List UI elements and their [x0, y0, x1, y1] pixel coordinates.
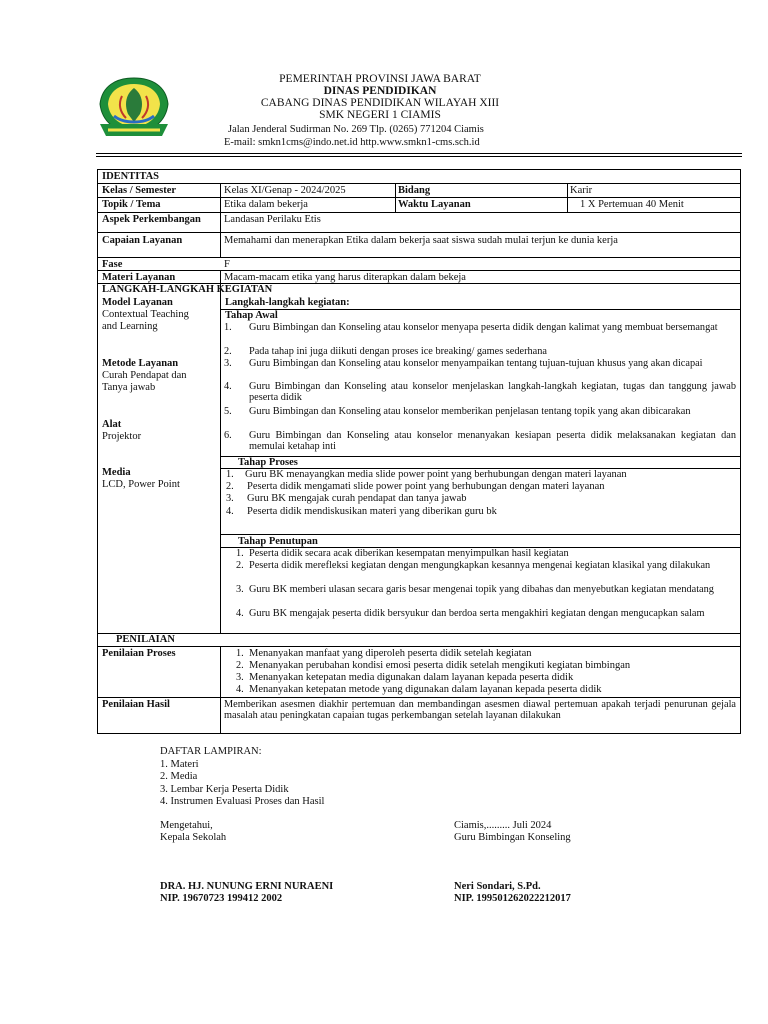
row-line — [98, 257, 740, 258]
alat-label: Alat — [102, 419, 122, 430]
media-label: Media — [102, 467, 131, 478]
sign-left-line2: Kepala Sekolah — [160, 832, 227, 843]
list-number: 2. — [236, 660, 244, 671]
section-penilaian: PENILAIAN — [116, 634, 175, 645]
kelas-value: Kelas XI/Genap - 2024/2025 — [224, 185, 346, 196]
waktu-value: 1 X Pertemuan 40 Menit — [580, 199, 684, 210]
list-item: Guru BK mengajak curah pendapat dan tanya jawab — [247, 493, 467, 504]
list-number: 5. — [224, 406, 232, 417]
list-number: 2. — [226, 481, 234, 492]
steps-label: Langkah-langkah kegiatan: — [225, 297, 350, 308]
sign-right-name: Neri Sondari, S.Pd. — [454, 881, 541, 892]
list-number: 4. — [236, 608, 244, 619]
list-item: Menanyakan manfaat yang diperoleh peserta didik setelah kegiatan — [249, 648, 532, 659]
section-identitas: IDENTITAS — [102, 171, 159, 182]
list-item: Guru Bimbingan dan Konseling atau konselor memberikan penjelasan tentang topik yang akan dibicarakan — [249, 406, 691, 417]
list-number: 4. — [236, 684, 244, 695]
letterhead-contact — [224, 124, 484, 149]
metode-value-2: Tanya jawab — [102, 382, 156, 393]
list-item: Guru Bimbingan dan Konseling atau konselor menanyakan kesiapan peserta didik melaksanakan kegiatan dan memulai ketahap inti — [249, 430, 736, 453]
media-value: LCD, Power Point — [102, 479, 180, 490]
list-number: 3. — [226, 493, 234, 504]
proses-title: Tahap Proses — [238, 457, 298, 468]
row-line — [220, 309, 740, 310]
sign-right-line1: Ciamis,......... Juli 2024 — [454, 820, 552, 831]
province-logo — [96, 76, 172, 140]
letterhead-government: PEMERINTAH PROVINSI JAWA BARAT — [279, 73, 481, 85]
list-number: 1. — [226, 469, 234, 480]
model-label: Model Layanan — [102, 297, 173, 308]
letterhead — [220, 73, 540, 121]
row-line — [98, 646, 740, 647]
alat-value: Projektor — [102, 431, 142, 442]
list-number: 6. — [224, 430, 232, 441]
awal-title: Tahap Awal — [225, 310, 278, 321]
list-number: 2. — [224, 346, 232, 357]
list-number: 1. — [224, 322, 232, 333]
list-number: 3. — [236, 672, 244, 683]
list-item: Guru Bimbingan dan Konseling atau konselor menyapa peserta didik dengan kalimat yang membuat bersemangat — [249, 322, 718, 333]
list-number: 1. — [236, 648, 244, 659]
bidang-label: Bidang — [398, 185, 431, 196]
model-value-2: and Learning — [102, 321, 158, 332]
materi-value: Macam-macam etika yang harus diterapkan dalam bekeja — [224, 272, 466, 283]
list-item: Pada tahap ini juga diikuti dengan proses ice breaking/ games sederhana — [249, 346, 547, 357]
penilaian-proses-label: Penilaian Proses — [102, 648, 176, 659]
list-number: 1. — [236, 548, 244, 559]
rpl-table — [97, 169, 741, 734]
list-item: Peserta didik merefleksi kegiatan dengan mengungkapkan kesannya mengenai kegiatan klasikal yang dilakukan — [249, 560, 711, 571]
waktu-label: Waktu Layanan — [398, 199, 471, 210]
row-line — [220, 456, 740, 457]
col-line — [220, 646, 221, 733]
letterhead-branch: CABANG DINAS PENDIDIKAN WILAYAH XIII — [260, 97, 500, 109]
list-item: Menanyakan ketepatan media digunakan dalam layanan kepada peserta didik — [249, 672, 574, 683]
list-number: 3. — [236, 584, 244, 595]
row-line — [98, 633, 740, 634]
row-line — [98, 212, 740, 213]
sign-left-line1: Mengetahui, — [160, 820, 213, 831]
col-line — [395, 183, 396, 212]
sign-right-nip: NIP. 199501262022212017 — [454, 893, 571, 904]
topik-label: Topik / Tema — [102, 199, 161, 210]
bidang-value: Karir — [570, 185, 593, 196]
row-line — [98, 270, 740, 271]
lampiran-item: 1. Materi — [160, 759, 199, 770]
topik-value: Etika dalam bekerja — [224, 199, 308, 210]
row-line — [98, 697, 740, 698]
lampiran-item: 4. Instrumen Evaluasi Proses dan Hasil — [160, 796, 325, 807]
aspek-value: Landasan Perilaku Etis — [224, 214, 321, 225]
aspek-label: Aspek Perkembangan — [102, 214, 201, 225]
capaian-value: Memahami dan menerapkan Etika dalam bekerja saat siswa sudah mulai terjun ke dunia kerja — [224, 235, 618, 246]
materi-label: Materi Layanan — [102, 272, 176, 283]
list-item: Guru Bimbingan dan Konseling atau konselor menjelaskan langkah-langkah kegiatan, tugas dan tanggung jawab peserta didik — [249, 381, 736, 404]
model-value-1: Contextual Teaching — [102, 309, 189, 320]
col-line — [220, 296, 221, 633]
kelas-label: Kelas / Semester — [102, 185, 177, 196]
metode-label: Metode Layanan — [102, 358, 179, 369]
penilaian-hasil-label: Penilaian Hasil — [102, 699, 170, 710]
list-item: Peserta didik mengamati slide power point yang berhubungan dengan materi layanan — [247, 481, 605, 492]
list-item: Guru BK menayangkan media slide power point yang berhubungan dengan materi layanan — [245, 469, 627, 480]
lampiran-title: DAFTAR LAMPIRAN: — [160, 746, 262, 757]
col-line — [220, 183, 221, 257]
row-line — [98, 183, 740, 184]
row-line — [220, 534, 740, 535]
capaian-label: Capaian Layanan — [102, 235, 183, 246]
list-item: Guru BK memberi ulasan secara garis besar mengenai topik yang dibahas dan menyebutkan kegiatan mendatang — [249, 584, 714, 595]
letterhead-email: E-mail: smkn1cms@indo.net.id http.www.smkn1-cms.sch.id — [224, 136, 480, 148]
letterhead-agency: DINAS PENDIDIKAN — [323, 85, 437, 97]
sign-left-name: DRA. HJ. NUNUNG ERNI NURAENI — [160, 881, 334, 892]
row-line — [98, 197, 740, 198]
lampiran-item: 2. Media — [160, 771, 198, 782]
list-number: 4. — [224, 381, 232, 392]
letterhead-address: Jalan Jenderal Sudirman No. 269 Tlp. (0265) 771204 Ciamis — [228, 124, 484, 135]
letterhead-school: SMK NEGERI 1 CIAMIS — [319, 109, 441, 121]
list-number: 2. — [236, 560, 244, 571]
fase-value: F — [224, 259, 230, 270]
list-item: Peserta didik mendiskusikan materi yang diberikan guru bk — [247, 506, 497, 517]
section-langkah: LANGKAH-LANGKAH KEGIATAN — [102, 284, 273, 295]
fase-label: Fase — [102, 259, 123, 270]
metode-value-1: Curah Pendapat dan — [102, 370, 187, 381]
col-line — [567, 183, 568, 212]
list-item: Peserta didik secara acak diberikan kesempatan menyimpulkan hasil kegiatan — [249, 548, 569, 559]
lampiran-item: 3. Lembar Kerja Peserta Didik — [160, 784, 289, 795]
letterhead-rule — [96, 153, 742, 154]
list-item: Guru BK mengajak peserta didik bersyukur dan berdoa serta mengakhiri kegiatan dengan mengucapkan salam — [249, 608, 705, 619]
row-line — [98, 232, 740, 233]
letterhead-rule-thin — [96, 156, 742, 157]
penutupan-title: Tahap Penutupan — [238, 536, 318, 547]
sign-left-nip: NIP. 19670723 199412 2002 — [160, 893, 283, 904]
sign-right-line2: Guru Bimbingan Konseling — [454, 832, 571, 843]
list-number: 4. — [226, 506, 234, 517]
list-item: Guru Bimbingan dan Konseling atau konselor menyampaikan tentang tujuan-tujuan khusus yang akan dicapai — [249, 358, 703, 369]
list-item: Menanyakan perubahan kondisi emosi peserta didik setelah mengikuti kegiatan bimbingan — [249, 660, 631, 671]
list-number: 3. — [224, 358, 232, 369]
penilaian-hasil-value: Memberikan asesmen diakhir pertemuan dan membandingan asesmen diawal pertemuan apakah terjadi penurunan gejala masalah atau peningkatan capaian tugas perkembangan setelah layanan dilakukan — [224, 699, 736, 722]
list-item: Menanyakan ketepatan metode yang digunakan dalam layanan kepada peserta didik — [249, 684, 602, 695]
